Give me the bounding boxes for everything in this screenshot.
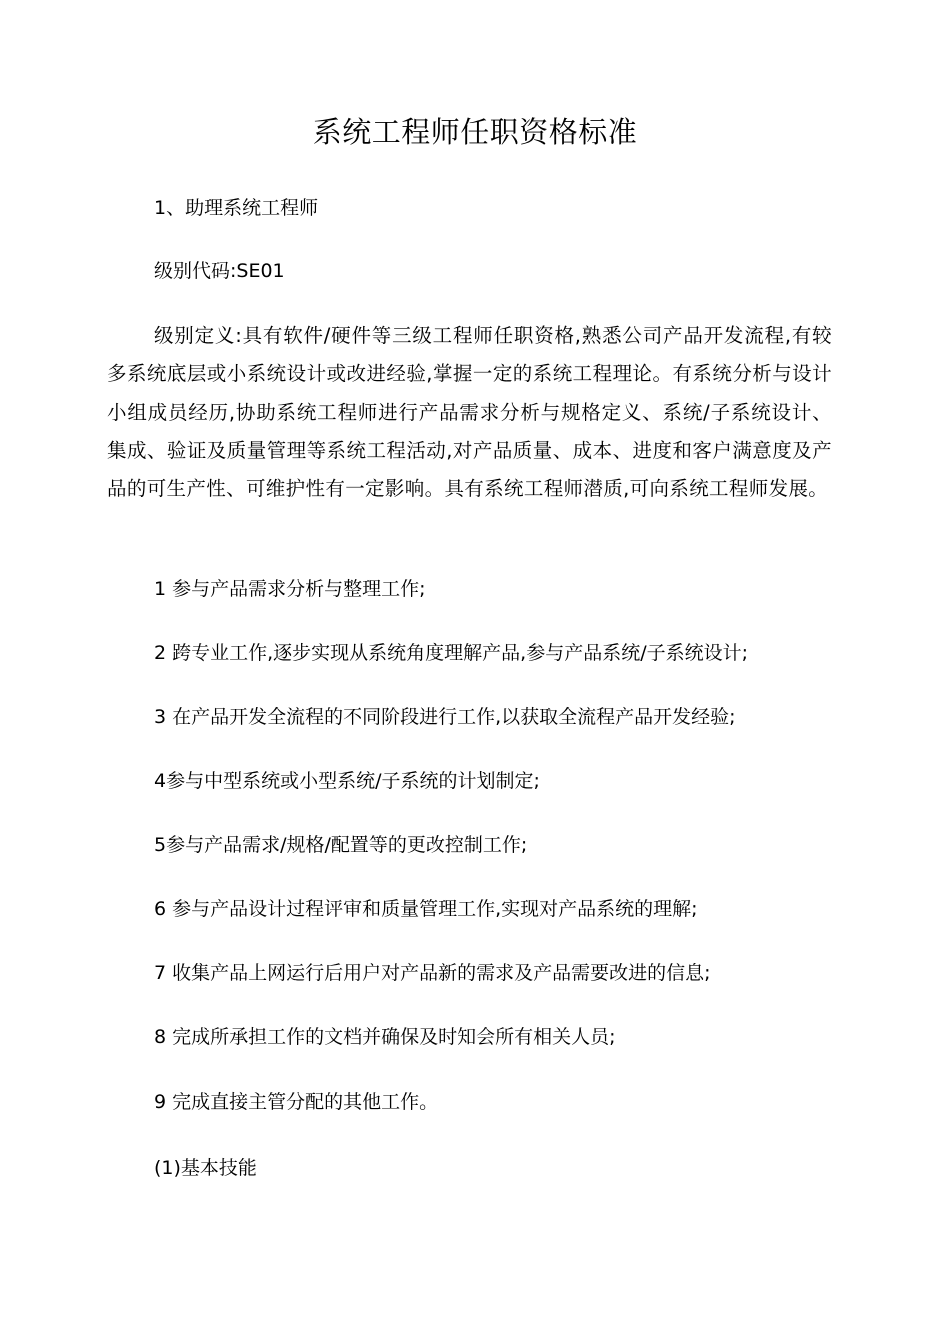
- section-heading: 1、助理系统工程师: [154, 197, 319, 219]
- level-definition-paragraph: 级别定义:具有软件/硬件等三级工程师任职资格,熟悉公司产品开发流程,有较多系统底层或小系统设计或改进经验,掌握一定的系统工程理论。有系统分析与设计小组成员经历,协助系统工程师进行产品需求分析与规格定义、系统/子系统设计、集成、验证及质量管理等系统工程活动,对产品质量、成本、进度和客户满意度及产品的可生产性、可维护性有一定影响。具有系统工程师潜质,可向系统工程师发展。: [107, 324, 832, 501]
- document-title: 系统工程师任职资格标准: [312, 115, 638, 149]
- duty-item-2: 2 跨专业工作,逐步实现从系统角度理解产品,参与产品系统/子系统设计;: [154, 642, 749, 664]
- duty-item-7: 7 收集产品上网运行后用户对产品新的需求及产品需要改进的信息;: [154, 962, 711, 984]
- duty-item-6: 6 参与产品设计过程评审和质量管理工作,实现对产品系统的理解;: [154, 898, 698, 920]
- duty-item-3: 3 在产品开发全流程的不同阶段进行工作,以获取全流程产品开发经验;: [154, 706, 736, 728]
- duty-item-9: 9 完成直接主管分配的其他工作。: [154, 1091, 439, 1113]
- duty-item-8: 8 完成所承担工作的文档并确保及时知会所有相关人员;: [154, 1026, 616, 1048]
- duty-item-1: 1 参与产品需求分析与整理工作;: [154, 578, 426, 600]
- subsection-heading: (1)基本技能: [154, 1157, 257, 1179]
- duty-item-5: 5参与产品需求/规格/配置等的更改控制工作;: [154, 834, 528, 856]
- level-code: 级别代码:SE01: [154, 260, 285, 282]
- duty-item-4: 4参与中型系统或小型系统/子系统的计划制定;: [154, 770, 540, 792]
